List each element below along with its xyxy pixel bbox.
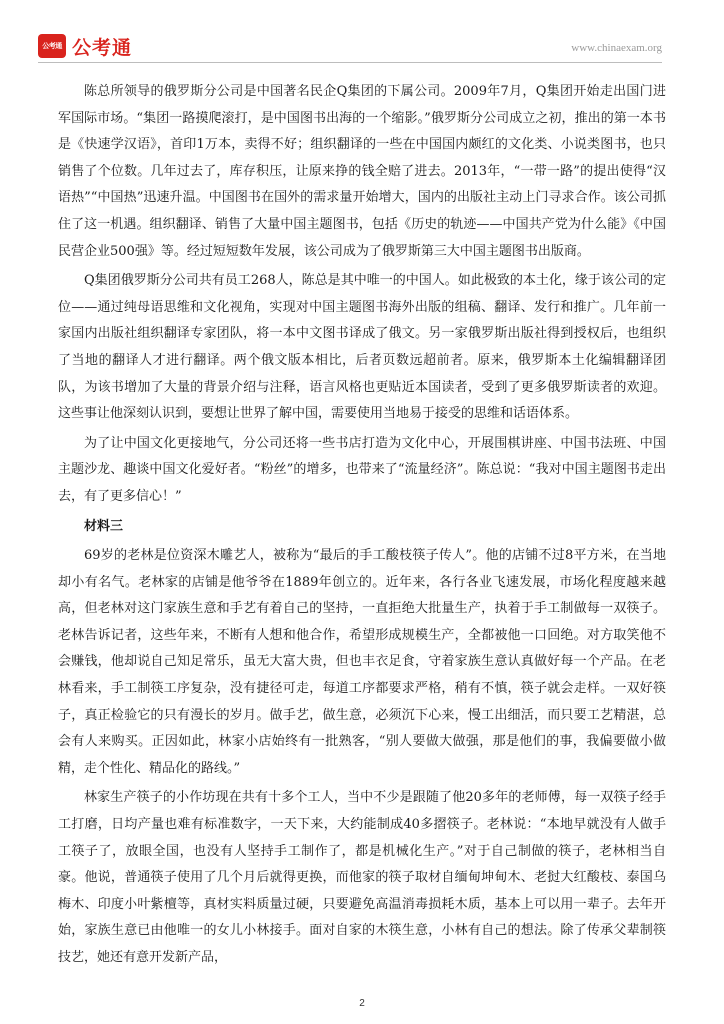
header-divider xyxy=(38,62,662,63)
paragraph-1: 陈总所领导的俄罗斯分公司是中国著名民企Q集团的下属公司。2009年7月，Q集团开始走出国门进军国际市场。“集团一路摸爬滚打，是中国图书出海的一个缩影。”俄罗斯分公司成立之初，推出的第一本书是《快速学汉语》，首印1万本，卖得不好；组织翻译的一些在中国国内颇红的文化类、小说类图书，也只销售了个位数。几年过去了，库存积压，让原来挣的钱全赔了进去。2013年，“一带一路”的提出使得“汉语热”“中国热”迅速升温。中国图书在国外的需求量开始增大，国内的出版社主动上门寻求合作。该公司抓住了这一机遇。组织翻译、销售了大量中国主题图书，包括《历史的轨迹——中国共产党为什么能》《中国民营企业500强》等。经过短短数年发展，该公司成为了俄罗斯第三大中国主题图书出版商。 xyxy=(58,84,666,259)
logo-text: 公考通 xyxy=(72,37,133,59)
page-number: 2 xyxy=(359,998,365,1009)
page-header xyxy=(38,34,662,60)
logo-badge: 公考通 xyxy=(38,34,66,58)
site-url[interactable]: www.chinaexam.org xyxy=(571,42,662,54)
document-body xyxy=(58,79,666,972)
paragraph-4: 69岁的老林是位资深木雕艺人，被称为“最后的手工酸枝筷子传人”。他的店铺不过8平方米，在当地却小有名气。老林家的店铺是他爷爷在1889年创立的。近年来，各行各业飞速发展，市场化程度越来越高，但老林对这门家族生意和手艺有着自己的坚持，一直拒绝大批量生产，执着于手工制做每一双筷子。老林告诉记者，这些年来，不断有人想和他合作，希望形成规模生产，全都被他一口回绝。对方取笑他不会赚钱，他却说自己知足常乐，虽无大富大贵，但也丰衣足食，守着家族生意认真做好每一个产品。在老林看来，手工制筷工序复杂，没有捷径可走，每道工序都要求严格，稍有不慎，筷子就会走样。一双好筷子，真正检验它的只有漫长的岁月。做手艺，做生意，必须沉下心来，慢工出细活，而只要工艺精湛，总会有人来购买。正因如此，林家小店始终有一批熟客，“别人要做大做强，那是他们的事，我偏要做小做精，走个性化、精品化的路线。” xyxy=(58,548,666,776)
paragraph-3: 为了让中国文化更接地气，分公司还将一些书店打造为文化中心，开展围棋讲座、中国书法班、中国主题沙龙、趣谈中国文化爱好者。“粉丝”的增多，也带来了“流量经济”。陈总说：“我对中国主题图书走出去，有了更多信心！” xyxy=(58,435,666,504)
paragraph-5: 林家生产筷子的小作坊现在共有十多个工人，当中不少是跟随了他20多年的老师傅，每一双筷子经手工打磨，日均产量也难有标准数字，一天下来，大约能制成40多摺筷子。老林说：“本地早就没有人做手工筷子了，放眼全国，也没有人坚持手工制作了，都是机械化生产。”对于自己制做的筷子，老林相当自豪。他说，普通筷子使用了几个月后就得更换，而他家的筷子取材自缅甸坤甸木、老挝大红酸枝、泰国乌梅木、印度小叶紫檀等，真材实料质量过硬，只要避免高温消毒损耗木质，基本上可以用一辈子。去年开始，家族生意已由他唯一的女儿小林接手。面对自家的木筷生意，小林有自己的想法。除了传承父辈制筷技艺，她还有意开发新产品， xyxy=(58,790,666,965)
section-title: 材料三 xyxy=(84,518,124,534)
paragraph-2: Q集团俄罗斯分公司共有员工268人，陈总是其中唯一的中国人。如此极致的本土化，缘于该公司的定位——通过纯母语思维和文化视角，实现对中国主题图书海外出版的组稿、翻译、发行和推广。几年前一家国内出版社组织翻译专家团队，将一本中文图书译成了俄文。另一家俄罗斯出版社得到授权后，也组织了当地的翻译人才进行翻译。两个俄文版本相比，后者页数远超前者。原来，俄罗斯本土化编辑翻译团队，为该书增加了大量的背景介绍与注释，语言风格也更贴近本国读者，受到了更多俄罗斯读者的欢迎。这些事让他深刻认识到，要想让世界了解中国，需要使用当地易于接受的思维和话语体系。 xyxy=(58,273,666,422)
